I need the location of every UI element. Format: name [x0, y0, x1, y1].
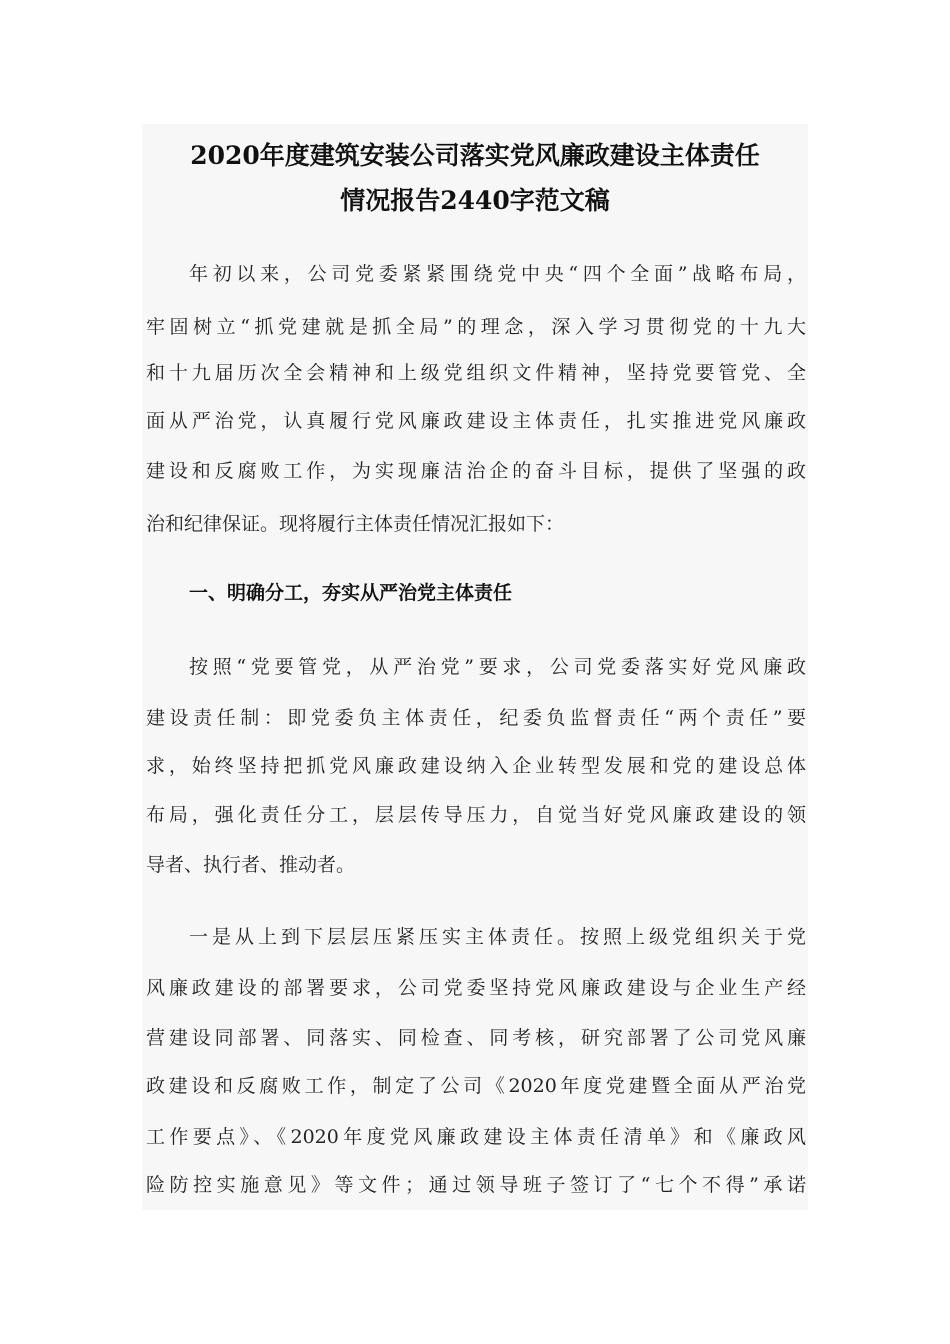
paragraph-1-line: 牢固树立“抓党建就是抓全局”的理念，深入学习贯彻党的十九大 — [146, 316, 806, 338]
document-title-line-1: 2020年度建筑安装公司落实党风廉政建设主体责任 — [190, 141, 760, 170]
paragraph-1-line: 面从严治党，认真履行党风廉政建设主体责任，扎实推进党风廉政 — [146, 410, 806, 432]
paragraph-3-line: 政建设和反腐败工作，制定了公司《2020年度党建暨全面从严治党 — [146, 1075, 806, 1097]
paragraph-3-line: 险防控实施意见》等文件；通过领导班子签订了“七个不得”承诺 — [146, 1174, 806, 1196]
document-title-line-2: 情况报告2440字范文稿 — [340, 186, 610, 215]
paragraph-3-line: 营建设同部署、同落实、同检查、同考核，研究部署了公司党风廉 — [146, 1027, 806, 1049]
paragraph-2-line: 建设责任制：即党委负主体责任，纪委负监督责任“两个责任”要 — [146, 707, 806, 729]
paragraph-1-line: 年初以来，公司党委紧紧围绕党中央“四个全面”战略布局， — [189, 263, 806, 285]
paragraph-1-line: 和十九届历次全会精神和上级党组织文件精神，坚持党要管党、全 — [146, 362, 806, 384]
paragraph-1-line: 治和纪律保证。现将履行主体责任情况汇报如下： — [146, 513, 565, 535]
paragraph-2-line: 按照“党要管党，从严治党”要求，公司党委落实好党风廉政 — [189, 656, 806, 678]
paragraph-3-line: 工作要点》、《2020年度党风廉政建设主体责任清单》和《廉政风 — [146, 1126, 806, 1148]
paragraph-1-line: 建设和反腐败工作，为实现廉洁治企的奋斗目标，提供了坚强的政 — [146, 460, 806, 482]
paragraph-3-line: 一是从上到下层层压紧压实主体责任。按照上级党组织关于党 — [189, 926, 806, 948]
section-heading-1: 一、明确分工，夯实从严治党主体责任 — [189, 582, 513, 604]
paragraph-2-line: 导者、执行者、推动者。 — [146, 854, 356, 876]
paragraph-3-line: 风廉政建设的部署要求，公司党委坚持党风廉政建设与企业生产经 — [146, 977, 806, 999]
document-page — [142, 124, 808, 1210]
paragraph-2-line: 布局，强化责任分工，层层传导压力，自觉当好党风廉政建设的领 — [146, 804, 806, 826]
paragraph-2-line: 求，始终坚持把抓党风廉政建设纳入企业转型发展和党的建设总体 — [146, 755, 806, 777]
